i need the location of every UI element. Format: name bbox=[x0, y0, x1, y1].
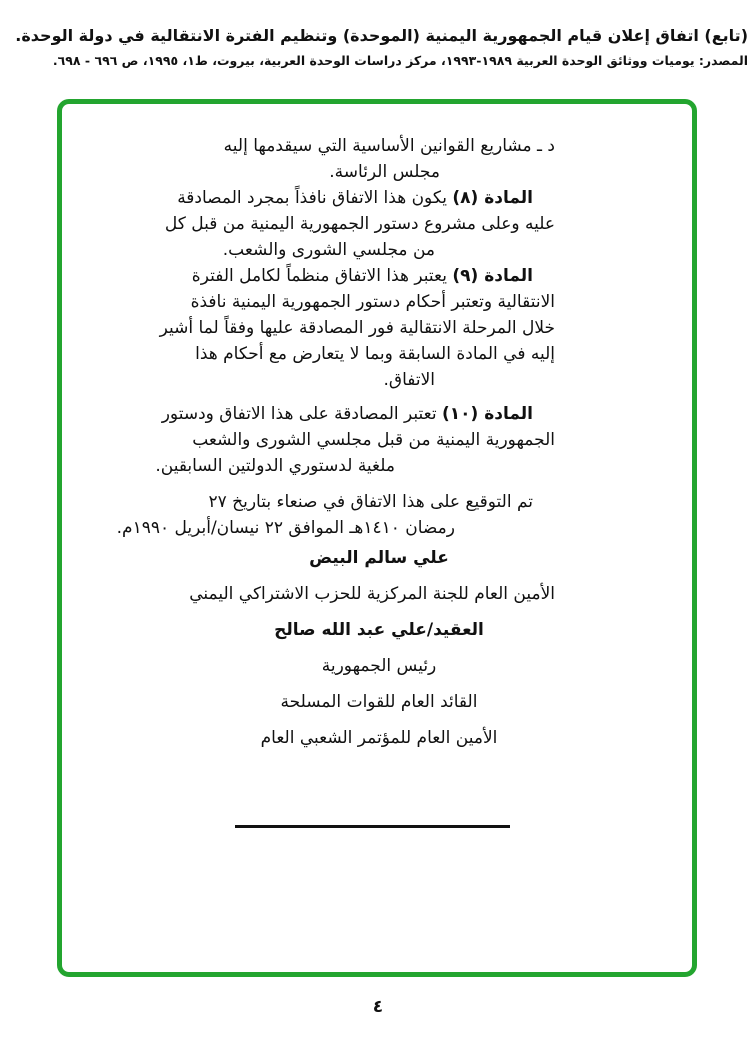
text-line: خلال المرحلة الانتقالية فور المصادقة عليها وفقاً لما أشير bbox=[159, 318, 555, 338]
text-line: الجمهورية اليمنية من قبل مجلسي الشورى والشعب bbox=[192, 430, 555, 450]
article-9-line1: يعتبر هذا الاتفاق منظماً لكامل الفترة bbox=[191, 266, 447, 286]
divider-line bbox=[235, 825, 510, 828]
signature-role: الأمين العام للجنة المركزية للحزب الاشتراكي اليمني bbox=[189, 584, 555, 604]
text-line bbox=[161, 401, 555, 427]
article-8-lead: المادة (٨) bbox=[452, 188, 533, 208]
signature-role: القائد العام للقوات المسلحة bbox=[280, 692, 478, 712]
paragraph-article-10 bbox=[155, 401, 555, 479]
paragraph-article-8 bbox=[164, 185, 555, 263]
text-line: عليه وعلى مشروع دستور الجمهورية اليمنية من قبل كل bbox=[164, 214, 555, 234]
text-line: الاتفاق. bbox=[383, 370, 435, 390]
document-title: (تابع) اتفاق إعلان قيام الجمهورية اليمنية (الموحدة) وتنظيم الفترة الانتقالية في دولة الوحدة. bbox=[15, 26, 748, 45]
page-number: ٤ bbox=[372, 997, 384, 1017]
article-9-lead: المادة (٩) bbox=[452, 266, 533, 286]
paragraph-item-d bbox=[203, 133, 555, 185]
signature-role: رئيس الجمهورية bbox=[321, 656, 437, 676]
page-header bbox=[0, 0, 756, 68]
text-line: رمضان ١٤١٠هـ الموافق ٢٢ نيسان/أبريل ١٩٩٠م. bbox=[116, 518, 455, 538]
signature-name: علي سالم البيض bbox=[309, 548, 449, 568]
text-line: ملغية لدستوري الدولتين السابقين. bbox=[155, 456, 395, 476]
text-line bbox=[191, 263, 555, 289]
text-line: الانتقالية وتعتبر أحكام دستور الجمهورية اليمنية نافذة bbox=[190, 292, 555, 312]
text-line: مجلس الرئاسة. bbox=[329, 162, 440, 182]
article-8-line1: يكون هذا الاتفاق نافذاً بمجرد المصادقة bbox=[177, 188, 447, 208]
source-line: المصدر: يوميات ووثائق الوحدة العربية ١٩٨٩-١٩٩٣، مركز دراسات الوحدة العربية، بيروت، ط١، ١٩٩٥، ص ٦٩٦ - ٦٩٨. bbox=[52, 53, 748, 68]
text-line: من مجلسي الشورى والشعب. bbox=[222, 240, 435, 260]
text-line: إليه في المادة السابقة وبما لا يتعارض مع أحكام هذا bbox=[195, 344, 555, 364]
article-10-line1: تعتبر المصادقة على هذا الاتفاق ودستور bbox=[161, 404, 437, 424]
text-column bbox=[62, 104, 692, 828]
signature-block bbox=[189, 545, 555, 751]
signature-role: الأمين العام للمؤتمر الشعبي العام bbox=[260, 728, 498, 748]
article-10-lead: المادة (١٠) bbox=[442, 404, 533, 424]
text-line bbox=[177, 185, 555, 211]
signature-name: العقيد/علي عبد الله صالح bbox=[274, 620, 484, 640]
content-box bbox=[57, 99, 697, 977]
paragraph-signing bbox=[116, 489, 555, 541]
paragraph-article-9 bbox=[159, 263, 555, 393]
text-line: تم التوقيع على هذا الاتفاق في صنعاء بتاريخ ٢٧ bbox=[208, 492, 533, 512]
text-line: د ـ مشاريع القوانين الأساسية التي سيقدمها إليه bbox=[223, 136, 555, 156]
